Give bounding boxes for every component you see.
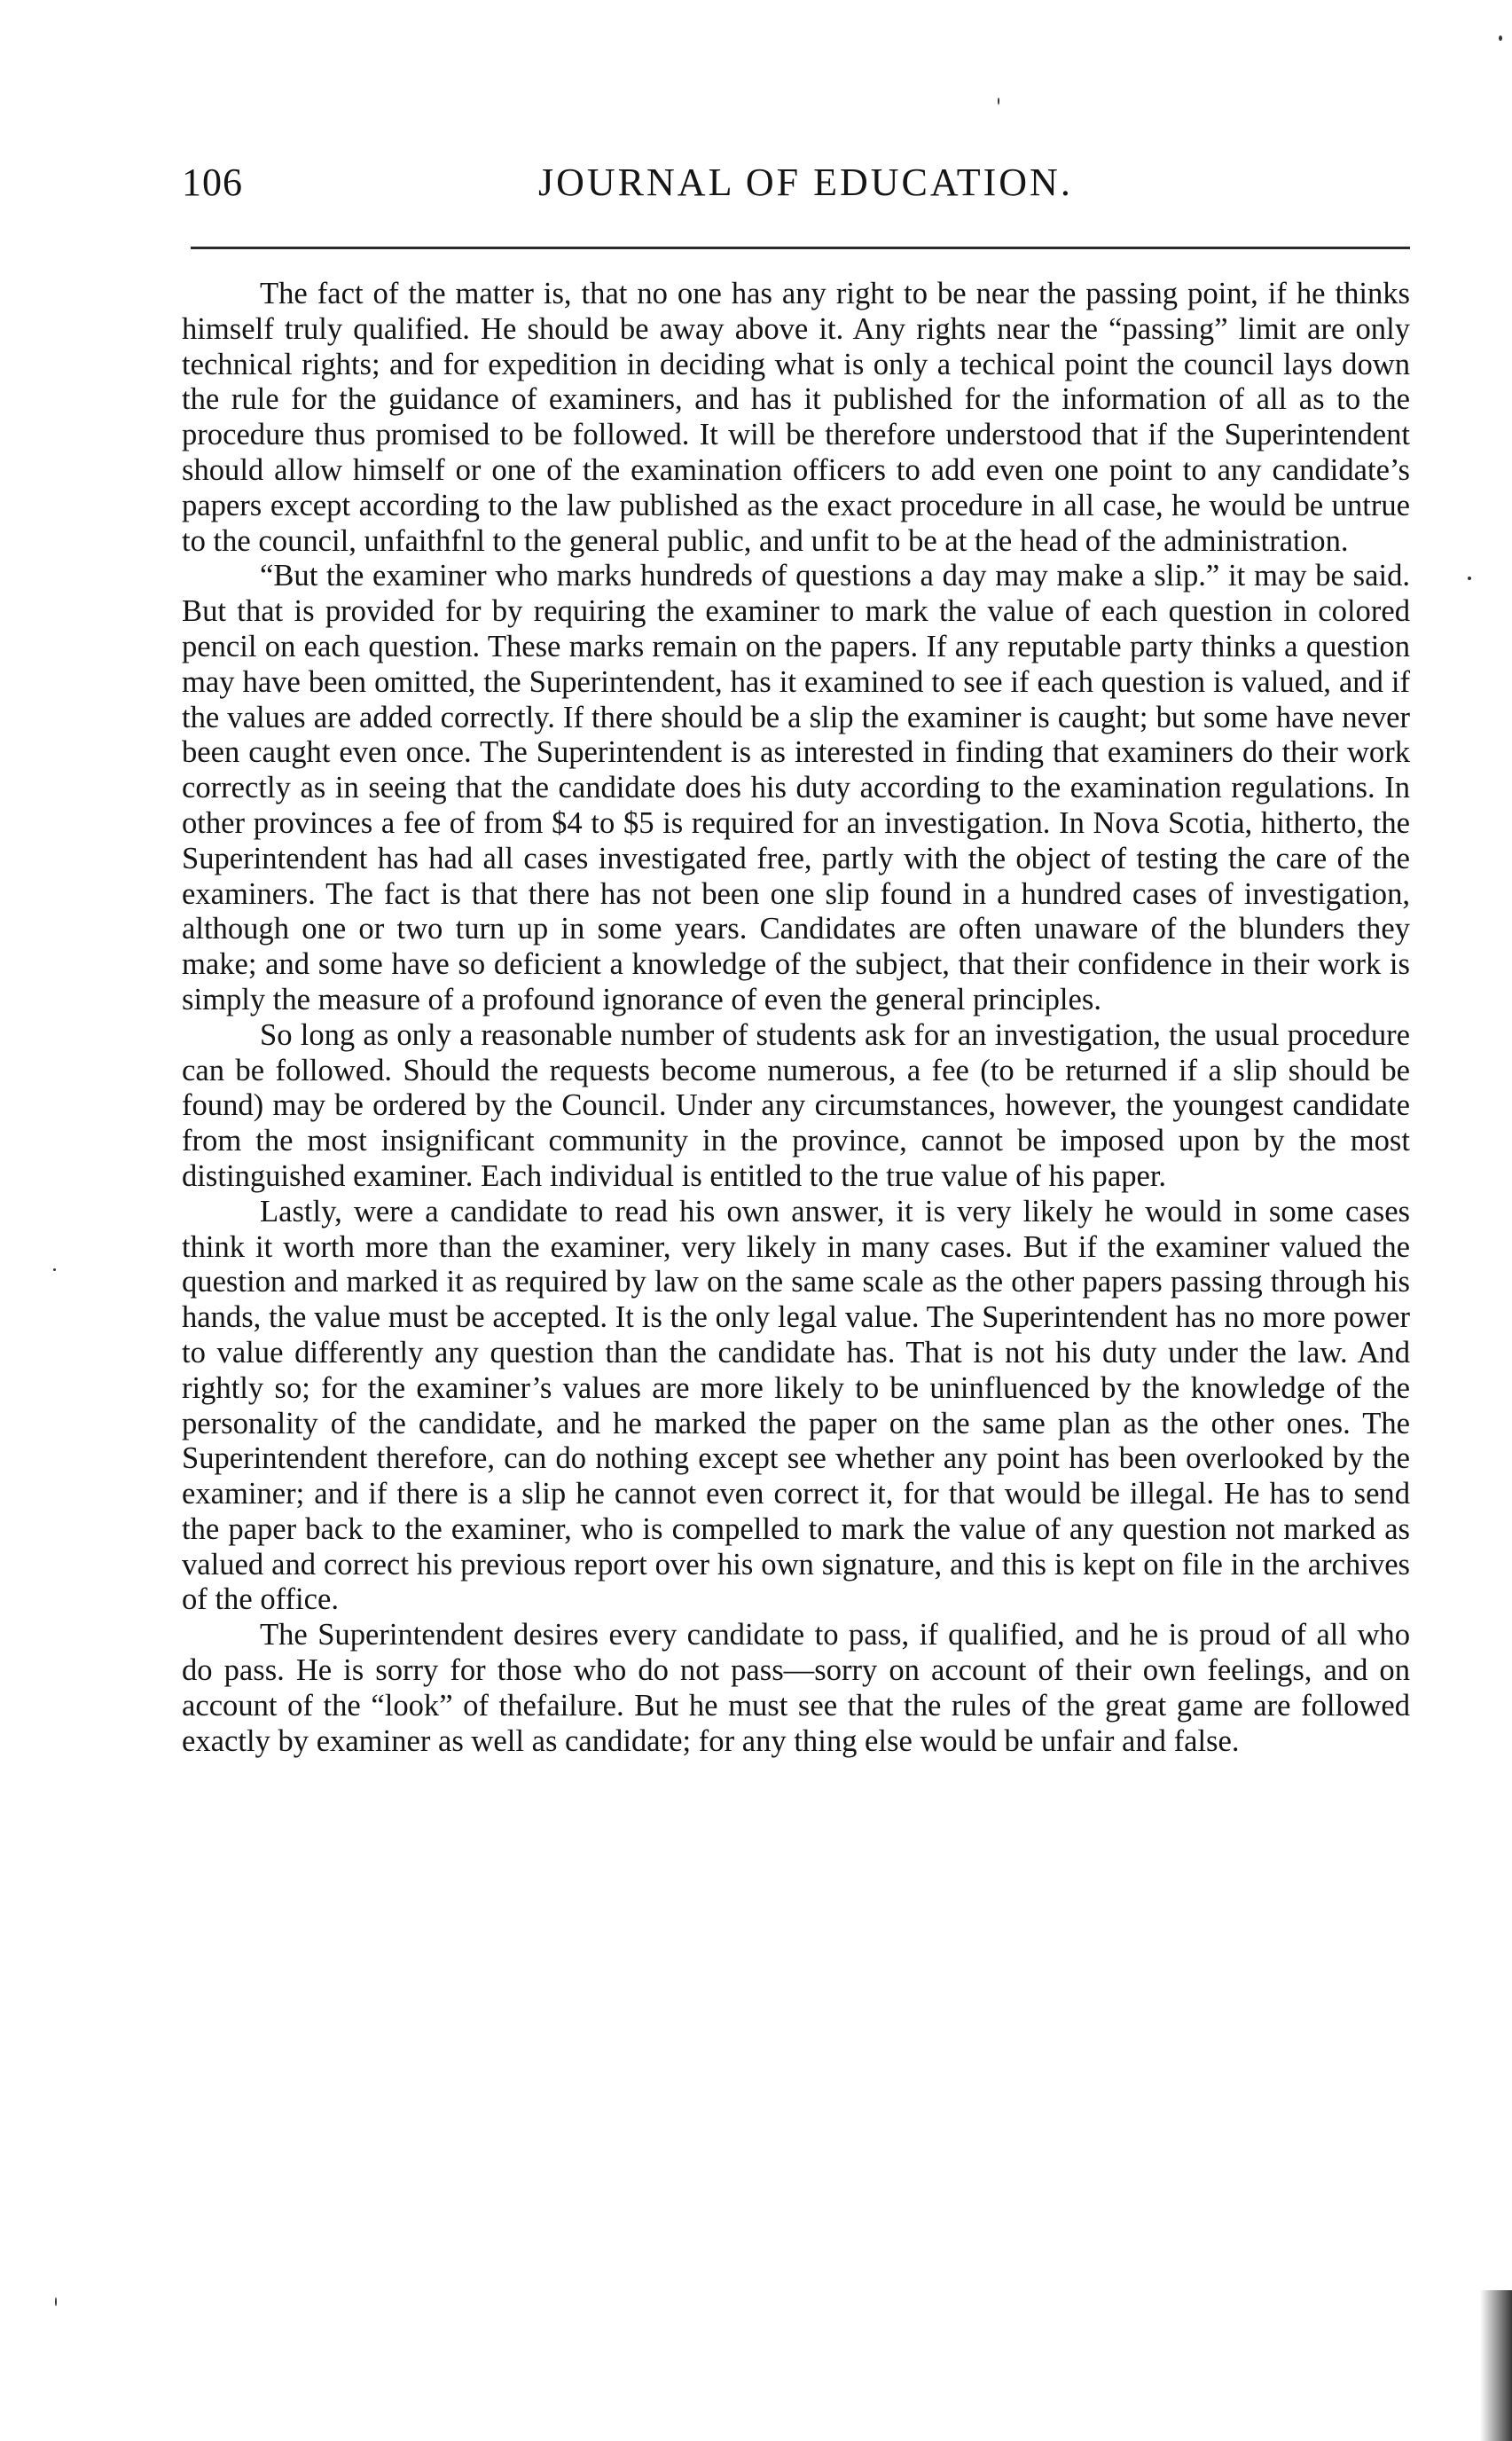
scan-speck bbox=[53, 1268, 56, 1271]
scan-speck bbox=[998, 98, 999, 105]
paragraph-5: The Superintendent desires every candidate to pass, if qualified, and he is proud of all who do pass. He is sorry for those who do not pass—sorry on account of their own feelings, and on account of the “look” of thefailure. But he must see that the rules of the great game are followed exactly by examiner as well as candidate; for any thing else would be unfair and false. bbox=[182, 1618, 1410, 1758]
paragraph-4: Lastly, were a candidate to read his own answer, it is very likely he would in some cases think it worth more than the examiner, very likely in many cases. But if the examiner valued the question and marked it as required by law on the same scale as the other papers passing through his hands, the value must be accepted. It is the only legal value. The Superintendent has no more power to value differently any question than the candidate has. That is not his duty under the law. And rightly so; for the examiner’s values are more likely to be uninfluenced by the knowledge of the personality of the candidate, and he marked the paper on the same plan as the other ones. The Superintendent therefore, can do nothing except see whether any point has been overlooked by the examiner; and if there is a slip he cannot even correct it, for that would be illegal. He has to send the paper back to the examiner, who is compelled to mark the value of any question not marked as valued and correct his previous report over his own signature, and this is kept on file in the archives of the office. bbox=[182, 1194, 1410, 1617]
header-rule bbox=[191, 247, 1410, 249]
paragraph-2: “But the examiner who marks hundreds of questions a day may make a slip.” it may be said. But that is provided for by requiring the examiner to mark the value of each question in colored pencil on each question. These marks remain on the papers. If any reputable party thinks a question may have been omitted, the Superintendent, has it examined to see if each question is valued, and if the values are added correctly. If there should be a slip the examiner is caught; but some have never been caught even once. The Superintendent is as interested in finding that examiners do their work correctly as in seeing that the candidate does his duty according to the examination regulations. In other provinces a fee of from $4 to $5 is required for an investigation. In Nova Scotia, hitherto, the Superintendent has had all cases investigated free, partly with the object of testing the care of the examiners. The fact is that there has not been one slip found in a hundred cases of investigation, although one or two turn up in some years. Candidates are often unaware of the blunders they make; and some have so deficient a knowledge of the subject, that their confidence in their work is simply the measure of a profound ignorance of even the general principles. bbox=[182, 559, 1410, 1016]
scan-speck bbox=[1499, 35, 1502, 41]
paragraph-3: So long as only a reasonable number of students ask for an investigation, the usual procedure can be followed. Should the requests become numerous, a fee (to be returned if a slip should be found) may be ordered by the Council. Under any circumstances, however, the youngest candidate from the most insignificant community in the province, cannot be imposed upon by the most distinguished examiner. Each individual is entitled to the true value of his paper. bbox=[182, 1017, 1410, 1193]
running-title: JOURNAL OF EDUCATION. bbox=[538, 161, 1073, 204]
article-body bbox=[182, 277, 1410, 1759]
scan-edge-shadow bbox=[1480, 2290, 1512, 2441]
page-number: 106 bbox=[182, 161, 243, 204]
scan-speck bbox=[1468, 577, 1471, 580]
page-header bbox=[182, 160, 1406, 213]
paragraph-1: The fact of the matter is, that no one has any right to be near the passing point, if he thinks himself truly qualified. He should be away above it. Any rights near the “passing” limit are only technical rights; and for expedition in deciding what is only a techical point the council lays down the rule for the guidance of examiners, and has it published for the information of all as to the procedure thus promised to be followed. It will be therefore understood that if the Superintendent should allow himself or one of the examination officers to add even one point to any candidate’s papers except according to the law published as the exact procedure in all case, he would be untrue to the council, unfaithfnl to the general public, and unfit to be at the head of the administration. bbox=[182, 277, 1410, 558]
scan-speck bbox=[55, 2297, 57, 2306]
